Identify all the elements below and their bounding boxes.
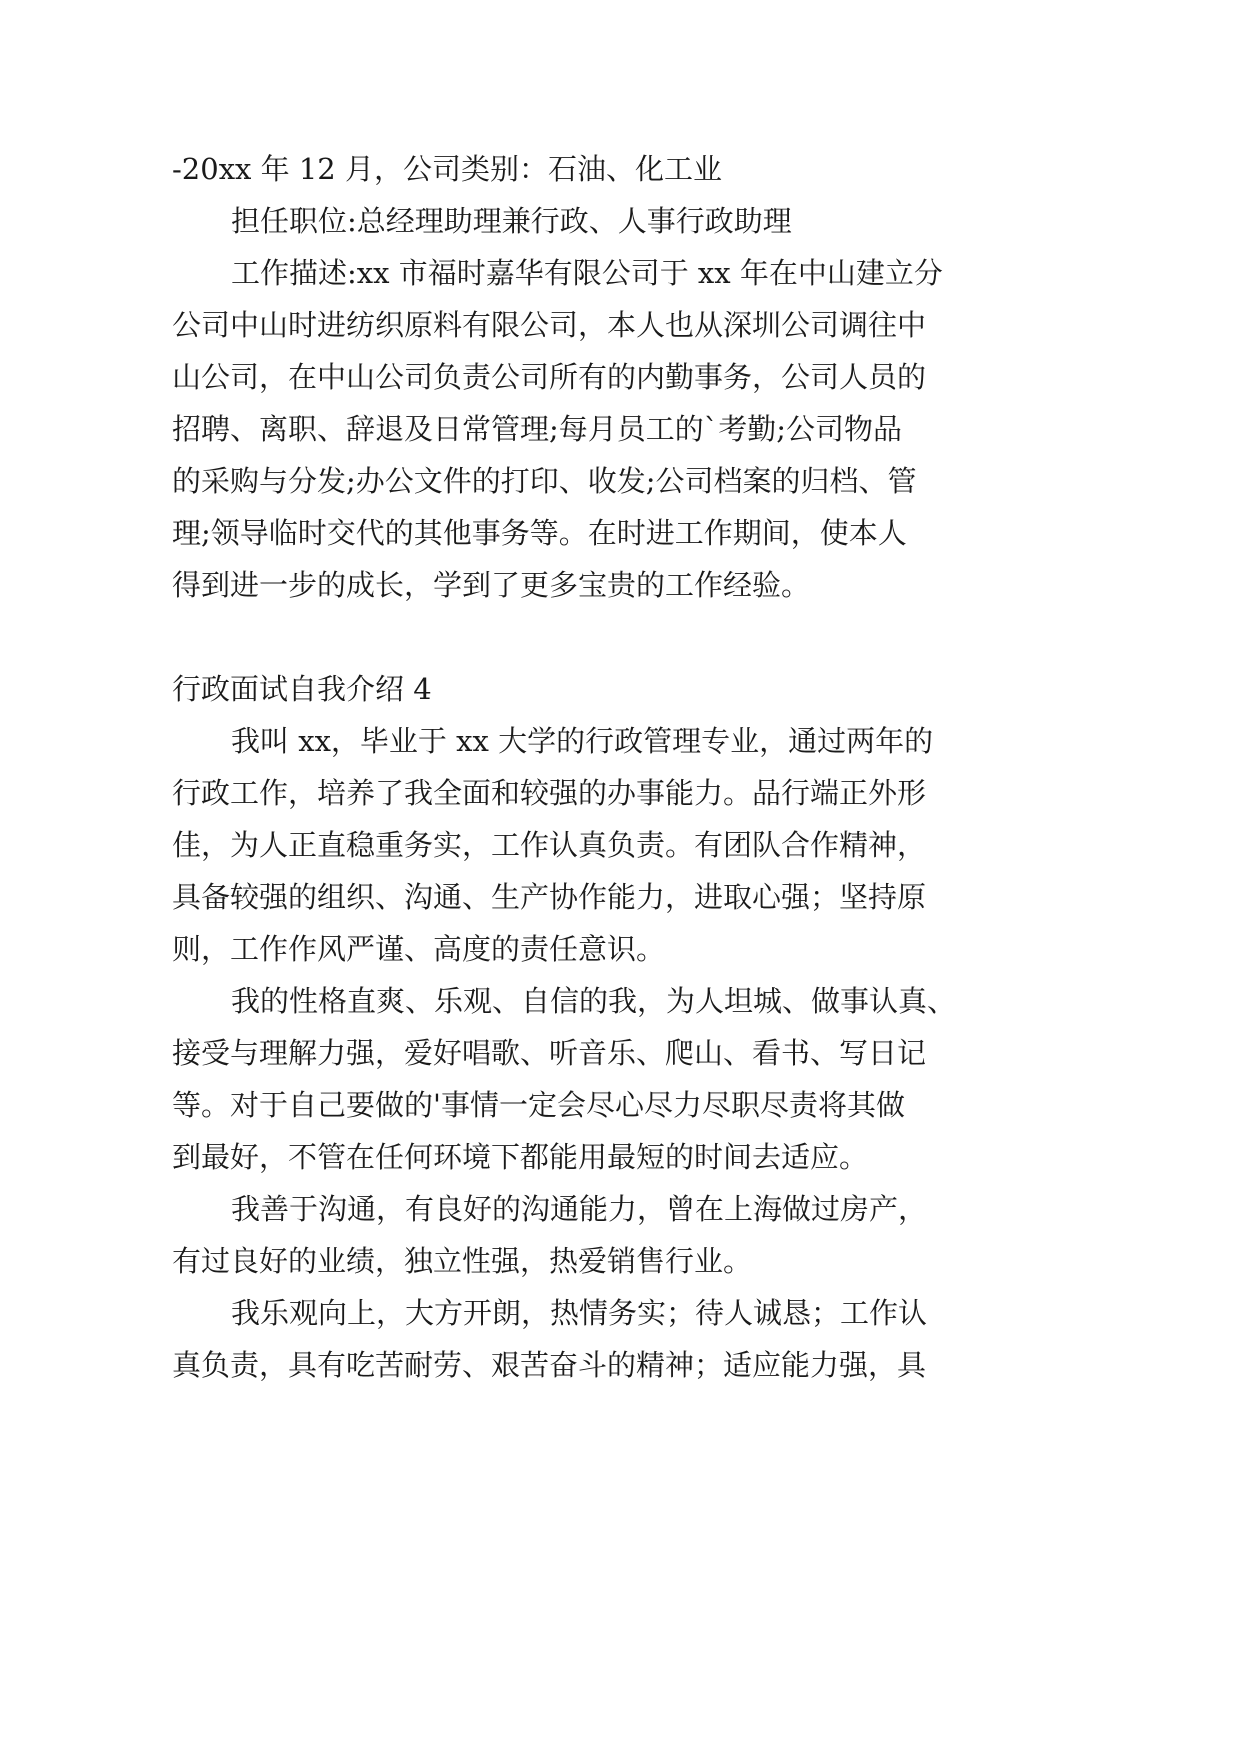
- text-line: 我叫 xx，毕业于 xx 大学的行政管理专业，通过两年的: [231, 724, 934, 758]
- text-line: 担任职位:总经理助理兼行政、人事行政助理: [231, 204, 792, 238]
- text-line: 接受与理解力强，爱好唱歌、听音乐、爬山、看书、写日记: [172, 1036, 927, 1070]
- text-line: 我的性格直爽、乐观、自信的我，为人坦城、做事认真、: [231, 984, 957, 1018]
- text-line: 行政工作，培养了我全面和较强的办事能力。品行端正外形: [172, 776, 927, 810]
- text-line: 具备较强的组织、沟通、生产协作能力，进取心强；坚持原: [172, 880, 927, 914]
- text-line: 招聘、离职、辞退及日常管理;每月员工的`考勤;公司物品: [172, 412, 903, 446]
- text-line: 佳，为人正直稳重务实，工作认真负责。有团队合作精神，: [172, 828, 927, 862]
- text-line: 得到进一步的成长，学到了更多宝贵的工作经验。: [172, 568, 811, 602]
- text-line: -20xx 年 12 月，公司类别：石油、化工业: [172, 152, 722, 186]
- text-line: 真负责，具有吃苦耐劳、艰苦奋斗的精神；适应能力强，具: [172, 1348, 927, 1382]
- text-line: 工作描述:xx 市福时嘉华有限公司于 xx 年在中山建立分: [231, 256, 943, 290]
- section-heading: 行政面试自我介绍 4: [172, 672, 432, 706]
- text-line: 的采购与分发;办公文件的打印、收发;公司档案的归档、管: [172, 464, 917, 498]
- text-line: 等。对于自己要做的'事情一定会尽心尽力尽职尽责将其做: [172, 1088, 905, 1122]
- text-line: 到最好，不管在任何环境下都能用最短的时间去适应。: [172, 1140, 869, 1174]
- text-line: 有过良好的业绩，独立性强，热爱销售行业。: [172, 1244, 753, 1278]
- text-line: 山公司，在中山公司负责公司所有的内勤事务，公司人员的: [172, 360, 927, 394]
- text-line: 我乐观向上，大方开朗，热情务实；待人诚恳；工作认: [231, 1296, 928, 1330]
- text-line: 公司中山时进纺织原料有限公司，本人也从深圳公司调往中: [172, 308, 927, 342]
- text-line: 则，工作作风严谨、高度的责任意识。: [172, 932, 666, 966]
- text-line: 理;领导临时交代的其他事务等。在时进工作期间，使本人: [172, 516, 907, 550]
- text-line: 我善于沟通，有良好的沟通能力，曾在上海做过房产，: [231, 1192, 928, 1226]
